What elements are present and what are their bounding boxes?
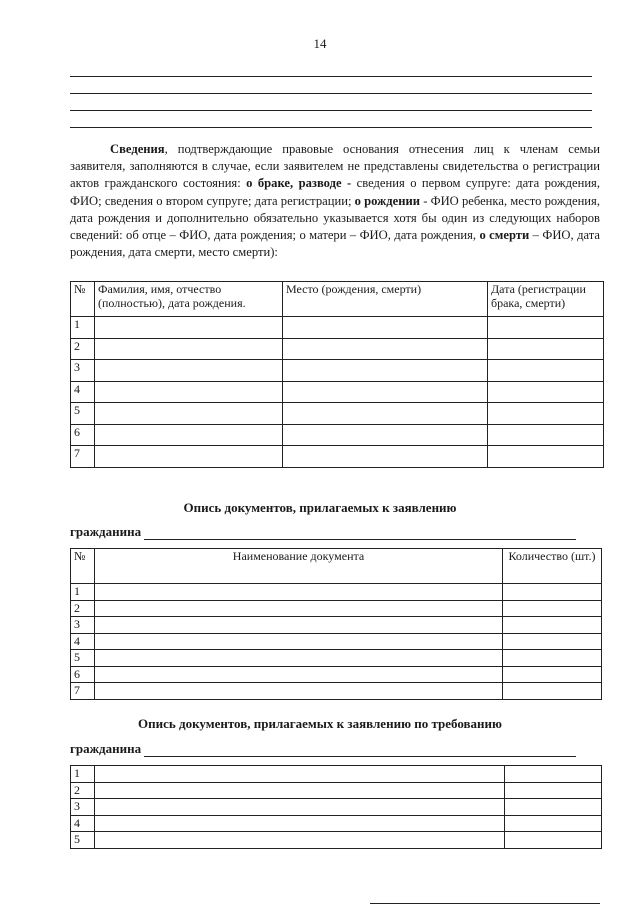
- table-cell[interactable]: [95, 446, 283, 468]
- table-cell[interactable]: [95, 650, 503, 667]
- requested-citizen-name-field[interactable]: [144, 744, 576, 757]
- row-number: 4: [71, 815, 95, 832]
- table-cell[interactable]: [503, 617, 602, 634]
- row-number: 6: [71, 424, 95, 446]
- table-cell[interactable]: [503, 584, 602, 601]
- row-number: 2: [71, 600, 95, 617]
- documents-inventory-body: [71, 584, 602, 700]
- row-number: 5: [71, 832, 95, 849]
- table-cell[interactable]: [95, 617, 503, 634]
- table-cell[interactable]: [505, 766, 602, 783]
- table-cell[interactable]: [95, 584, 503, 601]
- table-row: [71, 381, 604, 403]
- table-cell[interactable]: [505, 815, 602, 832]
- table-cell[interactable]: [505, 799, 602, 816]
- table-cell[interactable]: [503, 683, 602, 700]
- intro-bold-4: о смерти: [479, 228, 530, 243]
- requested-inventory-caption: Опись документов, прилагаемых к заявлению по требованию: [138, 716, 502, 731]
- row-number: 4: [71, 633, 95, 650]
- table-cell[interactable]: [283, 403, 488, 425]
- table-cell[interactable]: [95, 832, 505, 849]
- table-row: [71, 424, 604, 446]
- row-number: 3: [71, 799, 95, 816]
- table-cell[interactable]: [95, 799, 505, 816]
- table-cell[interactable]: [505, 832, 602, 849]
- family-members-table: [70, 281, 604, 468]
- table-row: [71, 446, 604, 468]
- table-cell[interactable]: [488, 338, 604, 360]
- table-cell[interactable]: [95, 815, 505, 832]
- table-cell[interactable]: [283, 446, 488, 468]
- footer-line: [370, 903, 600, 904]
- table-row: [71, 799, 602, 816]
- intro-text-2: сведения о первом супруге: дата рождения, ФИО; сведения о втором супруге; дата регистрации;: [70, 176, 600, 208]
- table-row: [71, 317, 604, 339]
- table-cell[interactable]: [95, 666, 503, 683]
- table-header-row: [71, 282, 604, 317]
- table-cell[interactable]: [488, 317, 604, 339]
- column-header-number: №: [71, 549, 95, 584]
- table-cell[interactable]: [488, 403, 604, 425]
- row-number: 1: [71, 584, 95, 601]
- intro-bold-1: Сведения: [110, 142, 165, 156]
- family-members-body: [71, 317, 604, 468]
- table-cell[interactable]: [503, 650, 602, 667]
- row-number: 5: [71, 650, 95, 667]
- table-row: [71, 633, 602, 650]
- intro-paragraph: [70, 141, 600, 261]
- table-row: [71, 360, 604, 382]
- row-number: 1: [71, 317, 95, 339]
- table-cell[interactable]: [95, 360, 283, 382]
- table-cell[interactable]: [95, 766, 505, 783]
- requested-citizen-line: [70, 741, 576, 757]
- table-row: [71, 815, 602, 832]
- row-number: 4: [71, 381, 95, 403]
- citizen-name-field[interactable]: [144, 527, 576, 540]
- row-number: 3: [71, 360, 95, 382]
- row-number: 1: [71, 766, 95, 783]
- intro-text-4: – ФИО, дата рождения, дата смерти, место смерти):: [70, 228, 600, 260]
- table-cell[interactable]: [95, 403, 283, 425]
- table-row: [71, 782, 602, 799]
- table-cell[interactable]: [95, 381, 283, 403]
- column-header-place: Место (рождения, смерти): [283, 282, 488, 317]
- table-cell[interactable]: [488, 360, 604, 382]
- table-row: [71, 617, 602, 634]
- intro-bold-3: о рождении: [354, 193, 421, 208]
- row-number: 7: [71, 683, 95, 700]
- row-number: 7: [71, 446, 95, 468]
- page-number: 14: [313, 36, 327, 51]
- table-cell[interactable]: [503, 666, 602, 683]
- column-header-name: Фамилия, имя, отчество (полностью), дата рождения.: [95, 282, 283, 317]
- table-row: [71, 650, 602, 667]
- table-cell[interactable]: [505, 782, 602, 799]
- table-cell[interactable]: [283, 317, 488, 339]
- table-cell[interactable]: [503, 633, 602, 650]
- row-number: 6: [71, 666, 95, 683]
- table-cell[interactable]: [95, 317, 283, 339]
- row-number: 5: [71, 403, 95, 425]
- table-cell[interactable]: [503, 600, 602, 617]
- documents-inventory-table: [70, 548, 602, 700]
- table-cell[interactable]: [95, 782, 505, 799]
- table-row: [71, 600, 602, 617]
- requested-citizen-label: гражданина: [70, 741, 142, 756]
- table-cell[interactable]: [283, 360, 488, 382]
- intro-bold-2: о браке, разводе -: [246, 176, 352, 191]
- column-header-document: Наименование документа: [95, 549, 503, 584]
- table-row: [71, 338, 604, 360]
- intro-text-1: , подтверждающие правовые основания отнесения лиц к членам семьи заявителя, заполняются в случае, если заявителем не представлены свидетельства о регистрации актов гражданского состояния:: [70, 142, 600, 191]
- table-cell[interactable]: [283, 424, 488, 446]
- inventory-caption: Опись документов, прилагаемых к заявлению: [183, 500, 457, 515]
- table-cell[interactable]: [283, 338, 488, 360]
- requested-documents-table: [70, 765, 602, 849]
- table-row: [71, 584, 602, 601]
- table-row: [71, 403, 604, 425]
- intro-text-3: - ФИО ребенка, место рождения, дата рождения и дополнительно обязательно указывается хотя бы один из следующих наборов сведений: об отце – ФИО, дата рождения; о матери – ФИО, дата рождения,: [70, 193, 600, 243]
- citizen-line: [70, 524, 576, 540]
- blank-line-1: [70, 76, 592, 77]
- table-header-row: [71, 549, 602, 584]
- row-number: 3: [71, 617, 95, 634]
- table-cell[interactable]: [95, 338, 283, 360]
- table-cell[interactable]: [488, 446, 604, 468]
- table-cell[interactable]: [488, 381, 604, 403]
- table-row: [71, 666, 602, 683]
- row-number: 2: [71, 338, 95, 360]
- blank-line-3: [70, 110, 592, 111]
- table-row: [71, 832, 602, 849]
- row-number: 2: [71, 782, 95, 799]
- column-header-number: №: [71, 282, 95, 317]
- citizen-label: гражданина: [70, 524, 142, 539]
- table-row: [71, 683, 602, 700]
- table-cell[interactable]: [95, 633, 503, 650]
- requested-documents-body: [71, 766, 602, 849]
- table-cell[interactable]: [95, 600, 503, 617]
- table-cell[interactable]: [95, 683, 503, 700]
- table-cell[interactable]: [283, 381, 488, 403]
- table-row: [71, 766, 602, 783]
- table-cell[interactable]: [95, 424, 283, 446]
- blank-line-4: [70, 127, 592, 128]
- table-cell[interactable]: [488, 424, 604, 446]
- column-header-quantity: Количество (шт.): [503, 549, 602, 584]
- blank-line-2: [70, 93, 592, 94]
- column-header-date: Дата (регистрации брака, смерти): [488, 282, 604, 317]
